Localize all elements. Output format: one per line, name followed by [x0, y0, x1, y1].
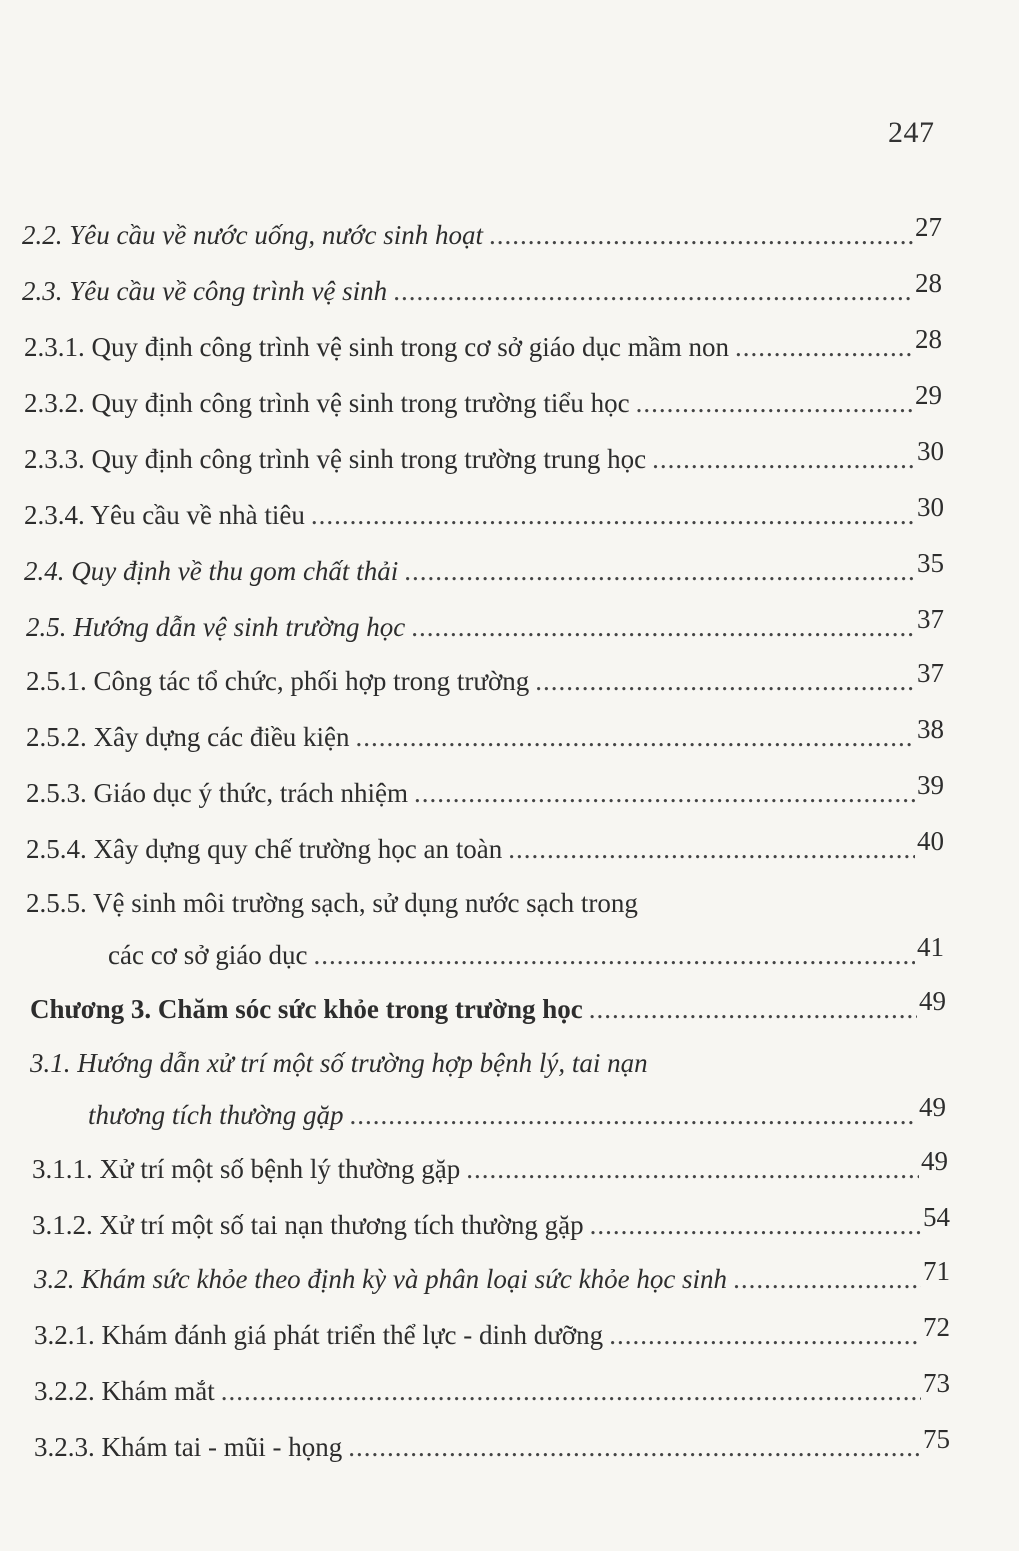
- toc-entry-title: 2.3.2. Quy định công trình vệ sinh trong trường tiểu học: [24, 388, 630, 418]
- toc-entry-title: 3.1.2. Xử trí một số tai nạn thương tích thường gặp: [32, 1210, 584, 1240]
- toc-entry-title: 2.2. Yêu cầu về nước uống, nước sinh hoạt: [22, 220, 483, 250]
- toc-leader: [356, 720, 915, 754]
- toc-entry: [32, 1202, 950, 1242]
- toc-entry-page: 29: [915, 380, 942, 410]
- toc-entry: [24, 492, 944, 532]
- toc-leader: [311, 498, 915, 532]
- toc-entry: [26, 604, 944, 644]
- toc-entry-title: 2.5.3. Giáo dục ý thức, trách nhiệm: [26, 778, 409, 808]
- page-number: 247: [888, 116, 935, 149]
- toc-leader: [350, 1098, 917, 1132]
- toc-leader: [589, 992, 917, 1026]
- toc-leader: [393, 274, 913, 308]
- toc-entry-title: 3.2. Khám sức khỏe theo định kỳ và phân loại sức khỏe học sinh: [34, 1264, 728, 1294]
- toc-entry: [26, 658, 944, 698]
- toc-entry-page: 27: [915, 212, 942, 242]
- toc-leader: [652, 442, 915, 476]
- toc-leader: [609, 1318, 921, 1352]
- toc-entry: [22, 212, 942, 252]
- toc-entry-page: 54: [923, 1202, 950, 1232]
- toc-entry-page: 30: [917, 492, 944, 522]
- toc-leader: [466, 1152, 919, 1186]
- toc-entry-title: 2.5.2. Xây dựng các điều kiện: [26, 722, 350, 752]
- toc-entry: [22, 268, 942, 308]
- toc-entry-title: 2.3.1. Quy định công trình vệ sinh trong cơ sở giáo dục mầm non: [24, 332, 729, 362]
- toc-entry-page: 71: [923, 1256, 950, 1286]
- toc-entry: [24, 380, 942, 420]
- toc-leader: [590, 1208, 921, 1242]
- toc-entry-page: 72: [923, 1312, 950, 1342]
- toc-entry-page: 38: [917, 714, 944, 744]
- toc-entry-title: 2.5. Hướng dẫn vệ sinh trường học: [26, 612, 406, 642]
- toc-entry: [24, 324, 942, 364]
- toc-entry-title-continued: thương tích thường gặp: [88, 1100, 344, 1130]
- toc-entry-page: 73: [923, 1368, 950, 1398]
- toc-entry-title: 2.5.4. Xây dựng quy chế trường học an toàn: [26, 834, 503, 864]
- toc-entry-page: 37: [917, 604, 944, 634]
- toc-entry: [108, 932, 944, 972]
- toc-entry-page: 41: [917, 932, 944, 962]
- toc-entry: [34, 1256, 950, 1296]
- toc-entry-title: 2.4. Quy định về thu gom chất thải: [24, 556, 399, 586]
- toc-leader: [735, 330, 913, 364]
- toc-entry-page: 30: [917, 436, 944, 466]
- toc-leader: [489, 218, 913, 252]
- toc-entry-title: 3.2.1. Khám đánh giá phát triển thể lực - dinh dưỡng: [34, 1320, 604, 1350]
- toc-entry-title: 3.1. Hướng dẫn xử trí một số trường hợp bệnh lý, tai nạn: [30, 1048, 648, 1078]
- toc-entry-title: 3.1.1. Xử trí một số bệnh lý thường gặp: [32, 1154, 461, 1184]
- toc-leader: [313, 938, 915, 972]
- toc-leader: [508, 832, 915, 866]
- toc-entry-page: 49: [919, 986, 946, 1016]
- toc-leader: [411, 610, 915, 644]
- toc-entry: [88, 1092, 946, 1132]
- toc-entry-title: 2.3.4. Yêu cầu về nhà tiêu: [24, 500, 305, 530]
- toc-entry-title: 3.2.2. Khám mắt: [34, 1376, 215, 1406]
- toc-entry-title: Chương 3. Chăm sóc sức khỏe trong trường học: [30, 994, 583, 1024]
- toc-entry-page: 75: [923, 1424, 950, 1454]
- toc-entry-page: 37: [917, 658, 944, 688]
- toc-leader: [414, 776, 915, 810]
- toc-entry: [34, 1312, 950, 1352]
- toc-entry-title: 2.5.1. Công tác tổ chức, phối hợp trong trường: [26, 666, 530, 696]
- toc-entry-page: 40: [917, 826, 944, 856]
- toc-entry: [26, 826, 944, 866]
- toc-entry-title-continued: các cơ sở giáo dục: [108, 940, 308, 970]
- toc-entry-title: 2.3.3. Quy định công trình vệ sinh trong trường trung học: [24, 444, 647, 474]
- chapter-heading: [30, 986, 946, 1026]
- toc-leader: [221, 1374, 921, 1408]
- toc-leader: [535, 664, 915, 698]
- toc-entry-page: 35: [917, 548, 944, 578]
- toc-entry-page: 49: [921, 1146, 948, 1176]
- toc-entry-title: 2.3. Yêu cầu về công trình vệ sinh: [22, 276, 388, 306]
- toc-entry: [34, 1424, 950, 1464]
- toc-entry: [26, 714, 944, 754]
- toc-leader: [404, 554, 915, 588]
- toc-leader: [636, 386, 913, 420]
- toc-entry-title: 2.5.5. Vệ sinh môi trường sạch, sử dụng nước sạch trong: [26, 888, 638, 918]
- toc-entry-title: 3.2.3. Khám tai - mũi - họng: [34, 1432, 343, 1462]
- toc-entry: [32, 1146, 948, 1186]
- toc-leader: [733, 1262, 921, 1296]
- toc-entry-page: 49: [919, 1092, 946, 1122]
- toc-entry: [24, 548, 944, 588]
- toc-entry: [26, 770, 944, 810]
- toc-entry-page: 28: [915, 268, 942, 298]
- toc-entry-page: 28: [915, 324, 942, 354]
- toc-entry-page: 39: [917, 770, 944, 800]
- toc-leader: [348, 1430, 921, 1464]
- toc-entry: [24, 436, 944, 476]
- toc-entry: [34, 1368, 950, 1408]
